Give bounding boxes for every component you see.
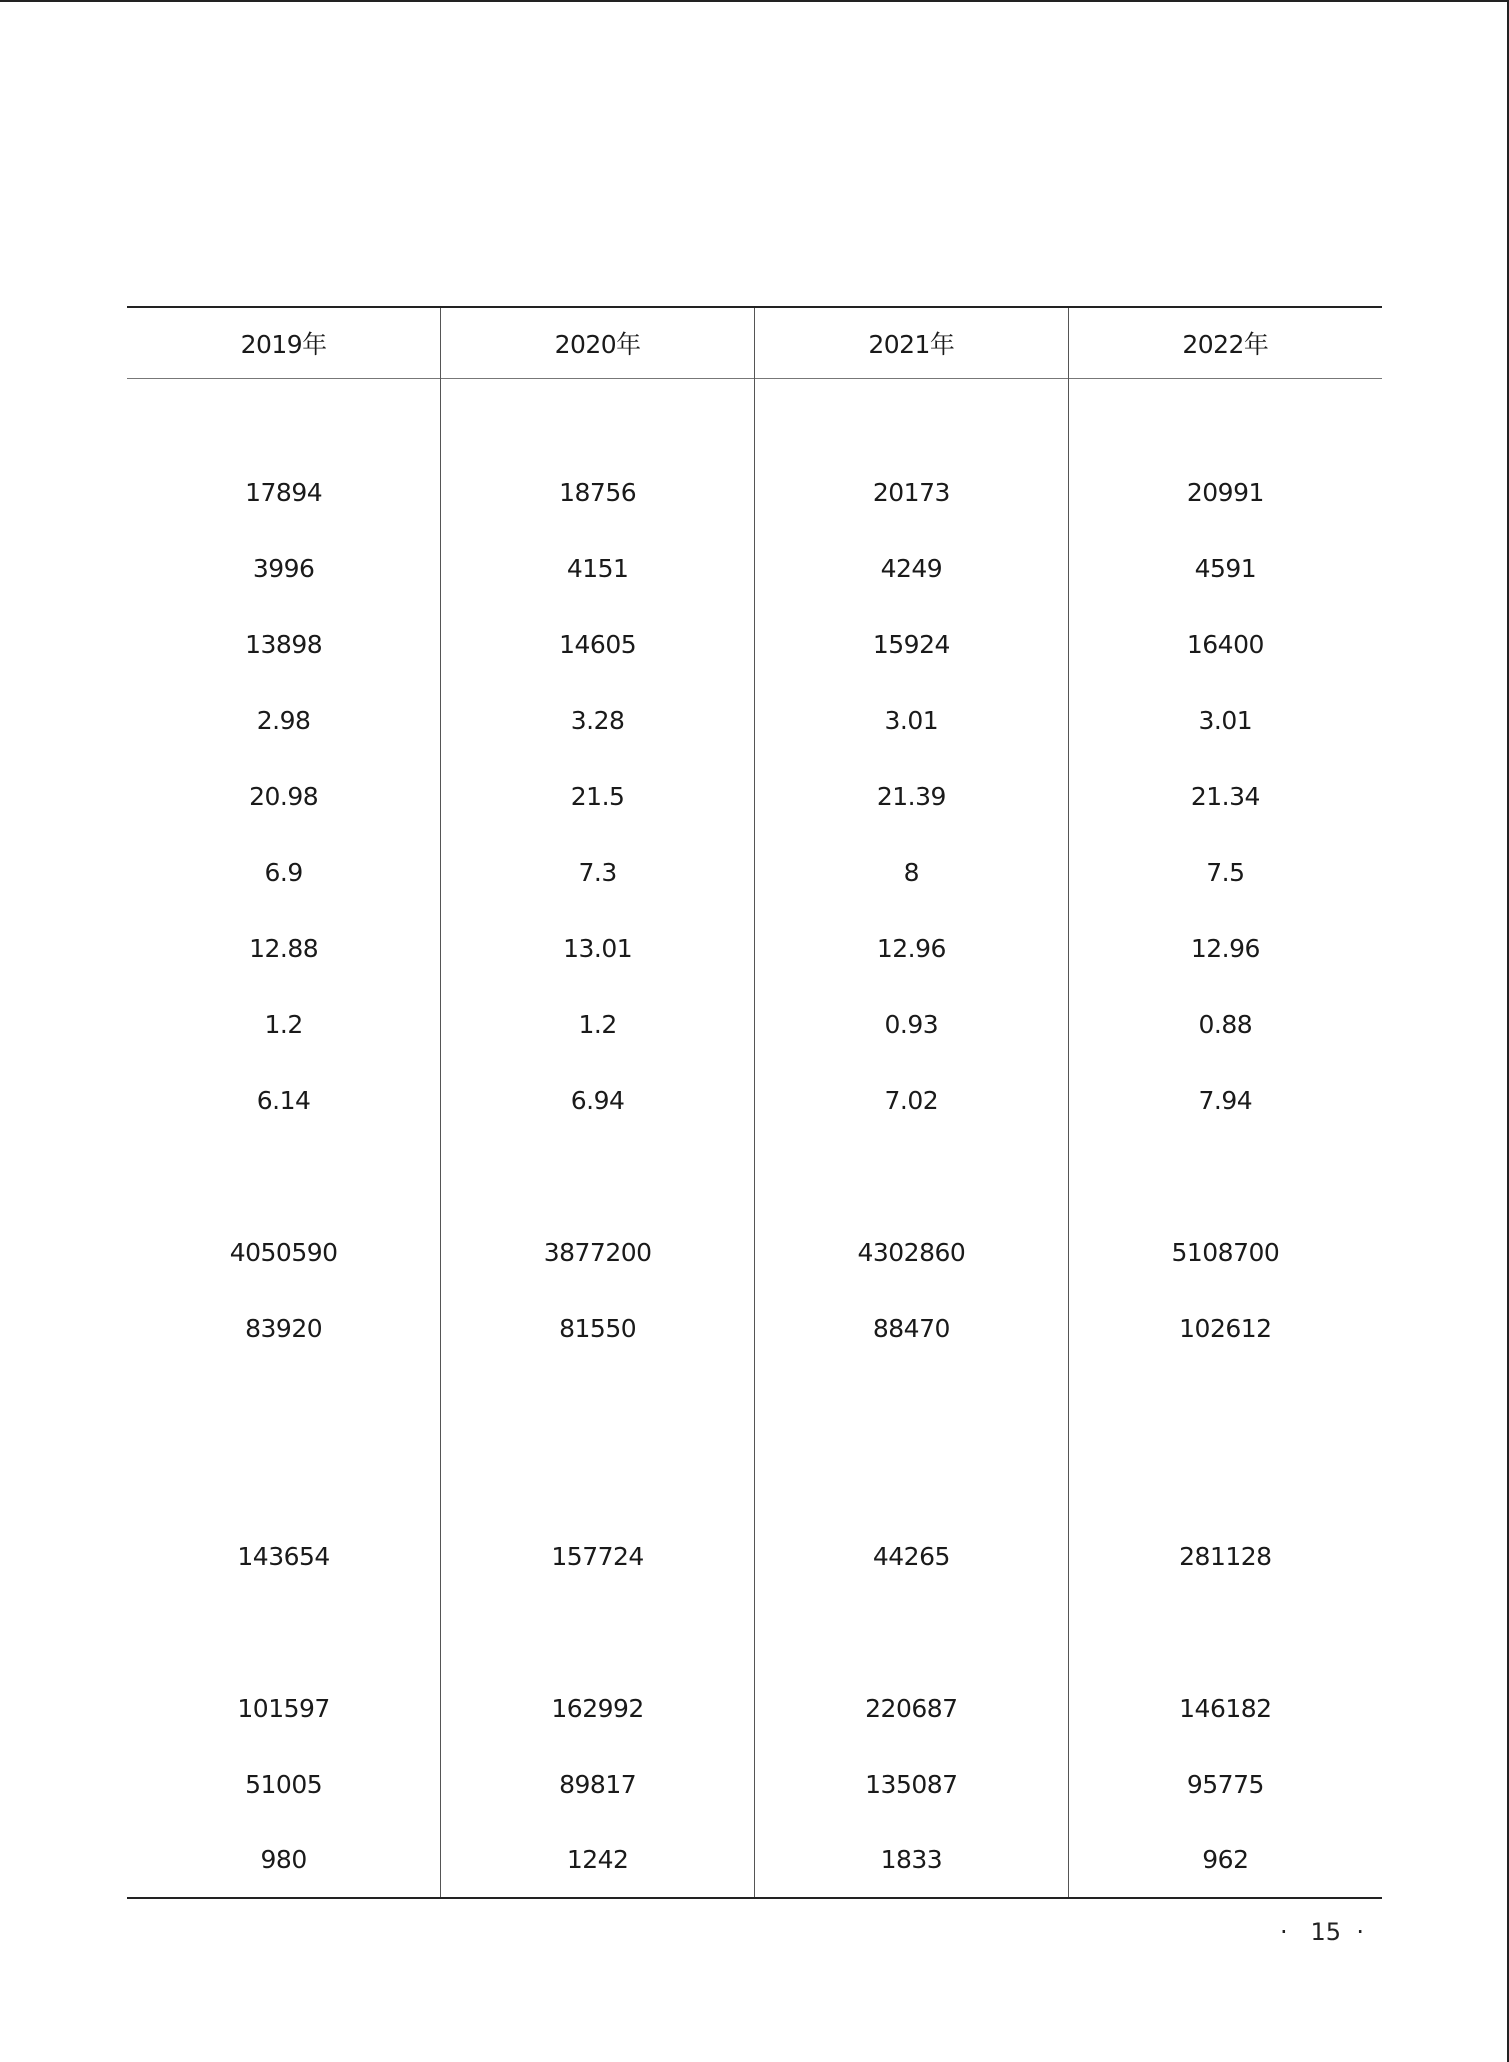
table-cell: 3.01: [1068, 682, 1382, 758]
table-cell: [127, 1138, 441, 1214]
table-cell: 12.96: [1068, 910, 1382, 986]
table-cell: 88470: [755, 1290, 1069, 1366]
table-cell: 12.88: [249, 933, 319, 963]
table-cell: 143654: [237, 1541, 330, 1571]
table-row: [127, 758, 1382, 834]
table-row: [127, 1062, 1382, 1138]
table-cell: [1068, 378, 1382, 454]
table-cell: 51005: [245, 1769, 323, 1799]
table-row: [127, 1290, 1382, 1366]
table-cell: 101597: [237, 1693, 330, 1723]
table-row: [127, 1594, 1382, 1670]
table-cell: [441, 1366, 755, 1442]
table-row: [127, 1670, 1382, 1746]
table-row: [127, 530, 1382, 606]
table-cell: [1068, 1594, 1382, 1670]
table-cell: 12.96: [755, 910, 1069, 986]
table-cell: [441, 378, 755, 454]
table-row: [127, 1746, 1382, 1822]
table-cell: 17894: [245, 477, 323, 507]
table-cell: 146182: [1068, 1670, 1382, 1746]
table-header: [127, 307, 1382, 378]
table-cell: 20.98: [249, 781, 319, 811]
table-cell: 21.34: [1068, 758, 1382, 834]
table-cell: [1068, 1442, 1382, 1518]
table-cell: 7.5: [1068, 834, 1382, 910]
header-year-2021: 2021年: [755, 307, 1069, 378]
table-cell: 83920: [245, 1313, 323, 1343]
table-row: [127, 1214, 1382, 1290]
table-cell: 8: [755, 834, 1069, 910]
table-cell: [1068, 1366, 1382, 1442]
table-cell: [127, 1594, 441, 1670]
table-row: [127, 454, 1382, 530]
table-cell: 1.2: [441, 986, 755, 1062]
table-row: [127, 1138, 1382, 1214]
table-cell: 220687: [755, 1670, 1069, 1746]
header-year-2022: 2022年: [1068, 307, 1382, 378]
table-row: [127, 378, 1382, 454]
table-cell: 980: [260, 1845, 307, 1874]
table-cell: [441, 1138, 755, 1214]
table-cell: 16400: [1068, 606, 1382, 682]
table-cell: 157724: [441, 1518, 755, 1594]
table-cell: 6.9: [264, 857, 303, 887]
table-cell: 4591: [1068, 530, 1382, 606]
table-cell: 3996: [252, 553, 315, 583]
table-cell: 81550: [441, 1290, 755, 1366]
table-body: [127, 378, 1382, 1898]
table-cell: 0.93: [755, 986, 1069, 1062]
header-row: [127, 307, 1382, 378]
table-cell: 18756: [441, 454, 755, 530]
table-row: [127, 1442, 1382, 1518]
table-cell: 13898: [245, 629, 323, 659]
table-cell: [755, 1366, 1069, 1442]
table-cell: 4249: [755, 530, 1069, 606]
header-year-2020: 2020年: [441, 307, 755, 378]
table-cell: [755, 1442, 1069, 1518]
table-cell: 3.28: [441, 682, 755, 758]
table-row: [127, 1822, 1382, 1898]
table-cell: 5108700: [1068, 1214, 1382, 1290]
table-cell: 1.2: [264, 1009, 303, 1039]
table-cell: 962: [1068, 1822, 1382, 1898]
table-cell: 162992: [441, 1670, 755, 1746]
table-cell: [127, 1442, 441, 1518]
statistics-table: [127, 306, 1382, 1899]
table-cell: 4050590: [229, 1237, 338, 1267]
table-cell: 15924: [755, 606, 1069, 682]
table-cell: 7.94: [1068, 1062, 1382, 1138]
table-cell: 135087: [755, 1746, 1069, 1822]
table-cell: 6.94: [441, 1062, 755, 1138]
table-cell: 1833: [755, 1822, 1069, 1898]
table-cell: [1068, 1138, 1382, 1214]
table-cell: [127, 1366, 441, 1442]
table-cell: 4302860: [755, 1214, 1069, 1290]
table-cell: 14605: [441, 606, 755, 682]
table-cell: [755, 378, 1069, 454]
table-cell: [755, 1594, 1069, 1670]
table-row: [127, 606, 1382, 682]
table-cell: 95775: [1068, 1746, 1382, 1822]
header-year-2019: 2019年: [240, 329, 327, 359]
table-cell: 4151: [441, 530, 755, 606]
table-cell: 6.14: [256, 1085, 311, 1115]
table-cell: 20173: [755, 454, 1069, 530]
table-cell: 13.01: [441, 910, 755, 986]
table-cell: 3.01: [755, 682, 1069, 758]
table-cell: 44265: [755, 1518, 1069, 1594]
table-row: [127, 682, 1382, 758]
table-cell: 281128: [1068, 1518, 1382, 1594]
table-cell: 7.3: [441, 834, 755, 910]
table-cell: 0.88: [1068, 986, 1382, 1062]
table-cell: 3877200: [441, 1214, 755, 1290]
table-row: [127, 910, 1382, 986]
table-cell: [755, 1138, 1069, 1214]
table-cell: 1242: [441, 1822, 755, 1898]
table-cell: 89817: [441, 1746, 755, 1822]
table-cell: 20991: [1068, 454, 1382, 530]
page-number: · 15 ·: [1280, 1918, 1364, 1946]
table-cell: 2.98: [256, 705, 311, 735]
table-cell: 7.02: [755, 1062, 1069, 1138]
table-row: [127, 1518, 1382, 1594]
table-cell: 102612: [1068, 1290, 1382, 1366]
table-row: [127, 1366, 1382, 1442]
table-cell: [441, 1594, 755, 1670]
table-row: [127, 986, 1382, 1062]
table-row: [127, 834, 1382, 910]
table-cell: 21.5: [441, 758, 755, 834]
table-cell: 21.39: [755, 758, 1069, 834]
table-cell: [441, 1442, 755, 1518]
table-cell: [127, 378, 441, 454]
